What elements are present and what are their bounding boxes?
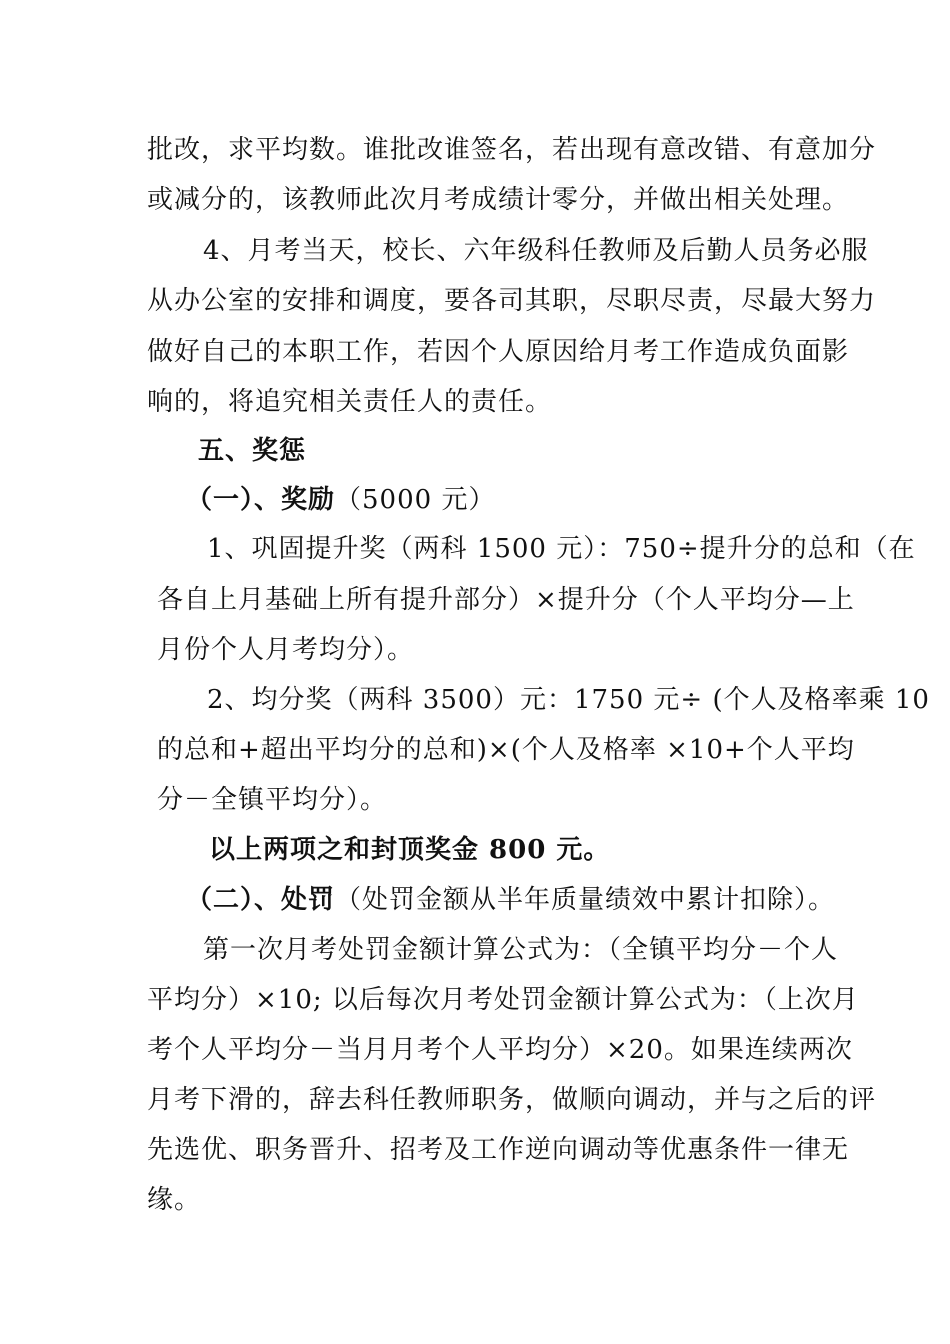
paragraph-line: 各自上月基础上所有提升部分）×提升分（个人平均分—上	[157, 585, 855, 615]
paragraph-line: 月份个人月考均分）。	[157, 635, 415, 665]
paragraph-line: 分－全镇平均分）。	[157, 785, 388, 815]
paragraph-line: 平均分）×10; 以后每次月考处罚金额计算公式为：（上次月	[147, 985, 859, 1015]
penalty-heading: （二）、处罚	[186, 885, 336, 915]
reward-cap-line: 以上两项之和封顶奖金 800 元。	[209, 835, 611, 865]
paragraph-line: 做好自己的本职工作，若因个人原因给月考工作造成负面影	[147, 337, 850, 367]
subsection-heading	[186, 884, 835, 916]
reward-amount-note: （5000 元）	[335, 485, 496, 515]
reward-heading: （一）、奖励	[186, 485, 336, 515]
paragraph-line: 月考下滑的，辞去科任教师职务，做顺向调动，并与之后的评	[147, 1085, 877, 1115]
paragraph-line: 考个人平均分－当月月考个人平均分）×20。如果连续两次	[147, 1035, 853, 1065]
paragraph-line: 2、均分奖（两科 3500）元：1750 元÷ (个人及格率乘 10	[207, 685, 930, 715]
section-heading: 五、奖惩	[198, 436, 307, 466]
paragraph-line: 1、巩固提升奖（两科 1500 元）：750÷提升分的总和（在	[207, 534, 916, 564]
paragraph-line: 4、月考当天，校长、六年级科任教师及后勤人员务必服	[203, 236, 869, 266]
paragraph-line: 批改，求平均数。谁批改谁签名，若出现有意改错、有意加分	[147, 135, 877, 165]
subsection-heading	[186, 484, 495, 516]
paragraph-line: 缘。	[147, 1185, 202, 1215]
paragraph-line: 响的，将追究相关责任人的责任。	[147, 387, 553, 417]
paragraph-line: 的总和+超出平均分的总和)×(个人及格率 ×10+个人平均	[157, 735, 855, 765]
penalty-note: （处罚金额从半年质量绩效中累计扣除）。	[335, 885, 836, 915]
paragraph-line: 或减分的，该教师此次月考成绩计零分，并做出相关处理。	[147, 185, 850, 215]
paragraph-line: 从办公室的安排和调度，要各司其职，尽职尽责，尽最大努力	[147, 286, 877, 316]
paragraph-line: 先选优、职务晋升、招考及工作逆向调动等优惠条件一律无	[147, 1135, 850, 1165]
paragraph-line: 第一次月考处罚金额计算公式为：（全镇平均分－个人	[203, 935, 839, 965]
